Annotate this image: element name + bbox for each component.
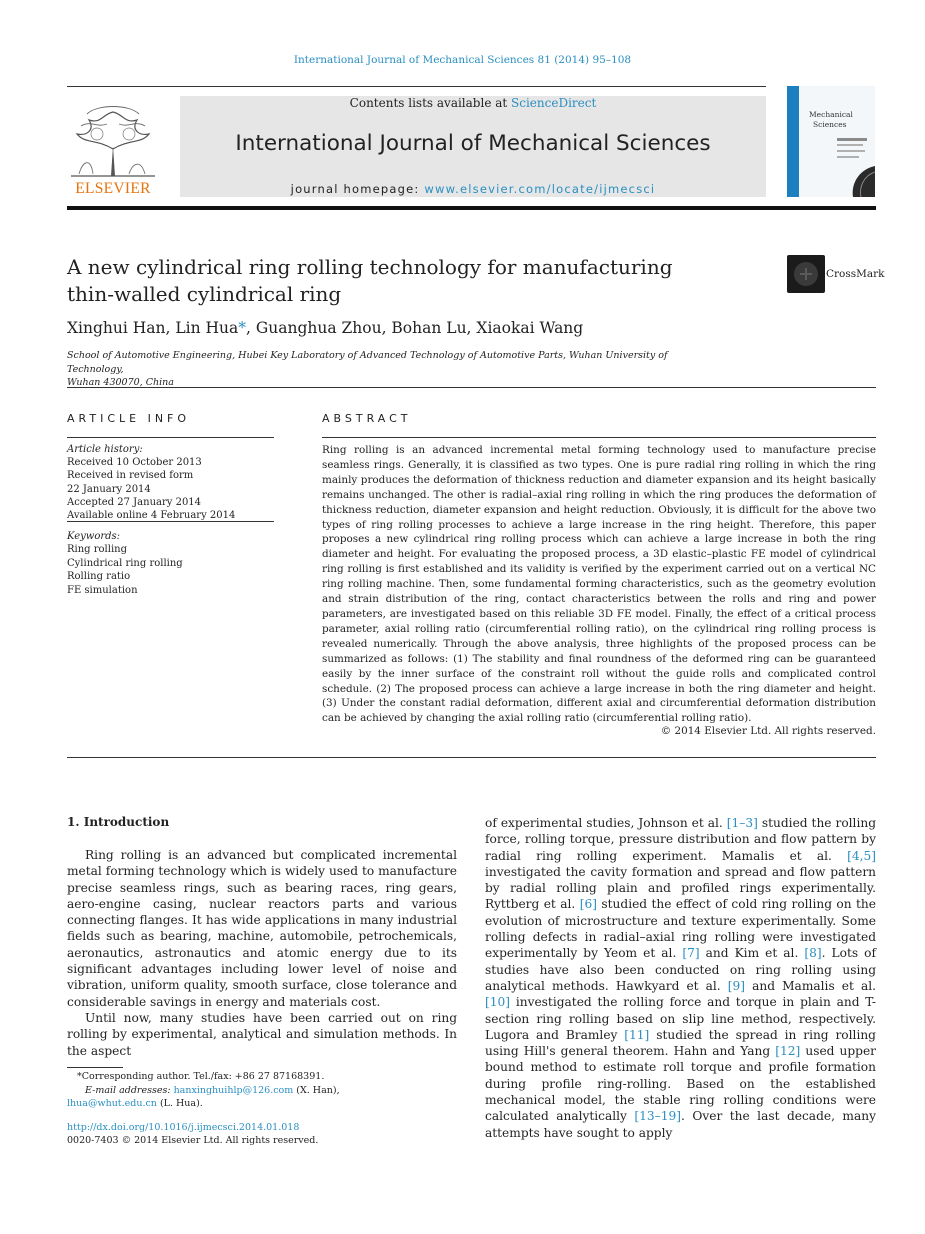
footnote-star: * [77, 1071, 82, 1082]
body-text-segment: investigated the cavity formation and spread and flow pattern by radial rolling plain and profiled rings experimentally. Ryttberg et al. [485, 864, 876, 912]
keyword: Cylindrical ring rolling [67, 557, 183, 569]
affiliation: School of Automotive Engineering, Hubei Key Laboratory of Advanced Technology of Automotive Parts, Wuhan University of Technology, Wuhan 430070, China [67, 350, 668, 388]
history-item: Accepted 27 January 2014 [67, 496, 202, 508]
body-text-segment: studied the rolling force, rolling torque, pressure distribution and flow pattern by radial ring rolling experiment. Mamalis et al. [485, 816, 876, 863]
article-history [67, 443, 277, 522]
footnote-rule [67, 1067, 123, 1068]
cover-title-line1: Mechanical [809, 110, 853, 119]
reference-link[interactable]: [1–3] [726, 816, 758, 830]
abstract-rule [322, 437, 876, 438]
reference-link[interactable]: [6] [579, 897, 597, 912]
history-label: Article history: [67, 444, 143, 455]
email-link-han[interactable]: hanxinghuihlp@126.com [173, 1084, 294, 1096]
introduction-heading: 1. Introduction [67, 815, 170, 829]
body-text-segment: and Kim et al. [699, 946, 805, 961]
header-bottom-bar [67, 206, 876, 210]
history-item: 22 January 2014 [67, 483, 151, 495]
keyword: Rolling ratio [67, 571, 131, 583]
crossmark-label[interactable]: CrossMark [826, 268, 885, 280]
reference-link[interactable]: [7] [682, 946, 700, 961]
journal-citation[interactable]: International Journal of Mechanical Sciences 81 (2014) 95–108 [293, 54, 632, 66]
cover-title-line2: Sciences [813, 120, 847, 129]
body-text-segment: used upper bound method to estimate roll torque and profile formation during profile ring-rolling. Based on the established mechanical model, the stable ring rolling conditions were calculated analytically [485, 1044, 876, 1124]
reference-link[interactable]: [12] [775, 1044, 801, 1059]
corresponding-author-star[interactable]: * [238, 319, 246, 337]
history-item: Received 10 October 2013 [67, 457, 202, 469]
intro-paragraph-1: Ring rolling is an advanced but complicated incremental metal forming technology which is widely used to manufacture precise seamless rings, such as bearing races, ring gears, aero-engine casing, nuclear reactors parts and various connecting flanges. It has wide applications in many industrial fields such as bearing, machine, automobile, petrochemicals, aeronautics, astronautics and atomic energy due to its significant advantages including lower level of noise and vibration, uniform quality, smooth surface, close tolerance and considerable savings in energy and materials cost. [67, 848, 457, 1009]
email-label: E-mail addresses: [85, 1084, 174, 1096]
abstract-text: Ring rolling is an advanced incremental metal forming technology used to manufacture precise seamless rings. Generally, it is classified as two types. One is pure radial ring rolling in which the ring mainly produces the deformation of thickness reduction and diameter expansion and its height basically remains unchanged. The other is radial–axial ring rolling in which the ring produces the deformation of thickness reduction, diameter expansion and height reduction. Obviously, it is difficult for the above two types of ring rolling processes to achieve a large increase in the ring height. Therefore, this paper proposes a new cylindrical ring rolling process which can achieve a large increase in both the ring diameter and height. For evaluating the proposed process, a 3D elastic–plastic FE model of cylindrical ring rolling is first established and its validity is verified by the experiment carried out on a vertical NC ring rolling machine. Then, some fundamental forming characteristics, such as the geometry evolution and strain distribution of the ring, contact characteristics between the rolls and ring and power parameters, are investigated based on this reliable 3D FE model. Finally, the effect of a critical process parameter, axial rolling ratio (circumferential rolling ratio), on the cylindrical ring rolling process is revealed numerically. Through the above analysis, three highlights of the proposed process can be summarized as follows: (1) The stability and final roundness of the deformed ring can be guaranteed easily by the inner surface of the constraint roll without the guide rolls and complicated control schedule. (2) The proposed process can achieve a large increase in both the ring diameter and height. (3) Under the constant radial deformation, different axial and circumferential deformation distribution can be achieved by changing the axial rolling ratio (circumferential rolling ratio). [322, 444, 876, 725]
body-text-segment: and Mamalis et al. [745, 978, 876, 993]
contents-lists-line: Contents lists available at ScienceDirect [349, 96, 597, 110]
article-info-rule [67, 437, 274, 438]
article-info-heading: ARTICLE INFO [67, 412, 191, 425]
corresponding-author-note: Corresponding author. Tel./fax: +86 27 87168391. [81, 1071, 325, 1082]
body-text-segment: . Lots of studies have also been conducted on ring rolling using analytical methods. Hawkyard et al. [485, 946, 876, 993]
keyword: FE simulation [67, 584, 138, 596]
elsevier-wordmark: ELSEVIER [75, 180, 151, 197]
sciencedirect-link[interactable]: ScienceDirect [511, 96, 597, 110]
abstract-heading: ABSTRACT [322, 412, 412, 425]
reference-link[interactable]: [9] [727, 978, 746, 993]
intro-paragraph-continued [485, 815, 876, 1141]
body-text-segment: of experimental studies, Johnson et al. [485, 816, 727, 830]
body-column-left [67, 847, 457, 1059]
footnotes: *Corresponding author. Tel./fax: +86 27 87168391. E-mail addresses: hanxinghuihlp@126.com (X. Han), lhua@whut.edu.cn (L. Hua). [67, 1071, 340, 1109]
issn-copyright: 0020-7403 © 2014 Elsevier Ltd. All rights reserved. [67, 1135, 319, 1146]
title-separator-rule [67, 387, 876, 388]
author-list: Xinghui Han, Lin Hua*, Guanghua Zhou, Bohan Lu, Xiaokai Wang [67, 319, 584, 337]
abstract-copyright: © 2014 Elsevier Ltd. All rights reserved. [660, 725, 876, 737]
journal-cover-thumbnail[interactable] [787, 86, 875, 197]
keyword: Ring rolling [67, 544, 127, 556]
body-column-right [485, 815, 876, 1141]
body-text-segment: studied the spread in ring rolling using Hill's general theorem. Hahn and Yang [485, 1027, 876, 1059]
journal-homepage-link[interactable]: www.elsevier.com/locate/ijmecsci [424, 182, 656, 196]
reference-link[interactable]: [11] [624, 1027, 650, 1042]
keywords-block [67, 530, 277, 597]
reference-link[interactable]: [13–19] [634, 1109, 682, 1124]
reference-link[interactable]: [8] [804, 946, 822, 961]
body-text-segment: . Over the last decade, many attempts have sought to apply [485, 1109, 876, 1140]
history-item: Received in revised form [67, 470, 194, 482]
article-title: A new cylindrical ring rolling technology for manufacturing thin-walled cylindrical ring [67, 255, 673, 306]
intro-paragraph-2: Until now, many studies have been carried out on ring rolling by experimental, analytical and simulation methods. In the aspect [67, 1010, 457, 1058]
history-item: Available online 4 February 2014 [67, 510, 236, 522]
body-text-segment: investigated the rolling force and torque in plain and T-section ring rolling based on slip line method, respectively. Lugora and Bramley [485, 995, 876, 1042]
abstract-separator-rule [67, 757, 876, 758]
reference-link[interactable]: [10] [485, 995, 511, 1010]
journal-homepage-line: journal homepage: www.elsevier.com/locate/ijmecsci [290, 182, 656, 196]
header-top-rule [67, 86, 766, 87]
email-link-hua[interactable]: lhua@whut.edu.cn [67, 1098, 157, 1109]
keywords-rule [67, 521, 274, 522]
keywords-label: Keywords: [67, 531, 121, 542]
journal-title: International Journal of Mechanical Sciences [235, 131, 711, 156]
reference-link[interactable]: [4,5] [847, 848, 876, 863]
body-text-segment: studied the effect of cold ring rolling on the evolution of microstructure and texture experimentally. Some rolling defects in radial–axial ring rolling were investigated experimentally by Yeom et al. [485, 897, 876, 961]
doi-link[interactable]: http://dx.doi.org/10.1016/j.ijmecsci.2014.01.018 [67, 1122, 300, 1133]
